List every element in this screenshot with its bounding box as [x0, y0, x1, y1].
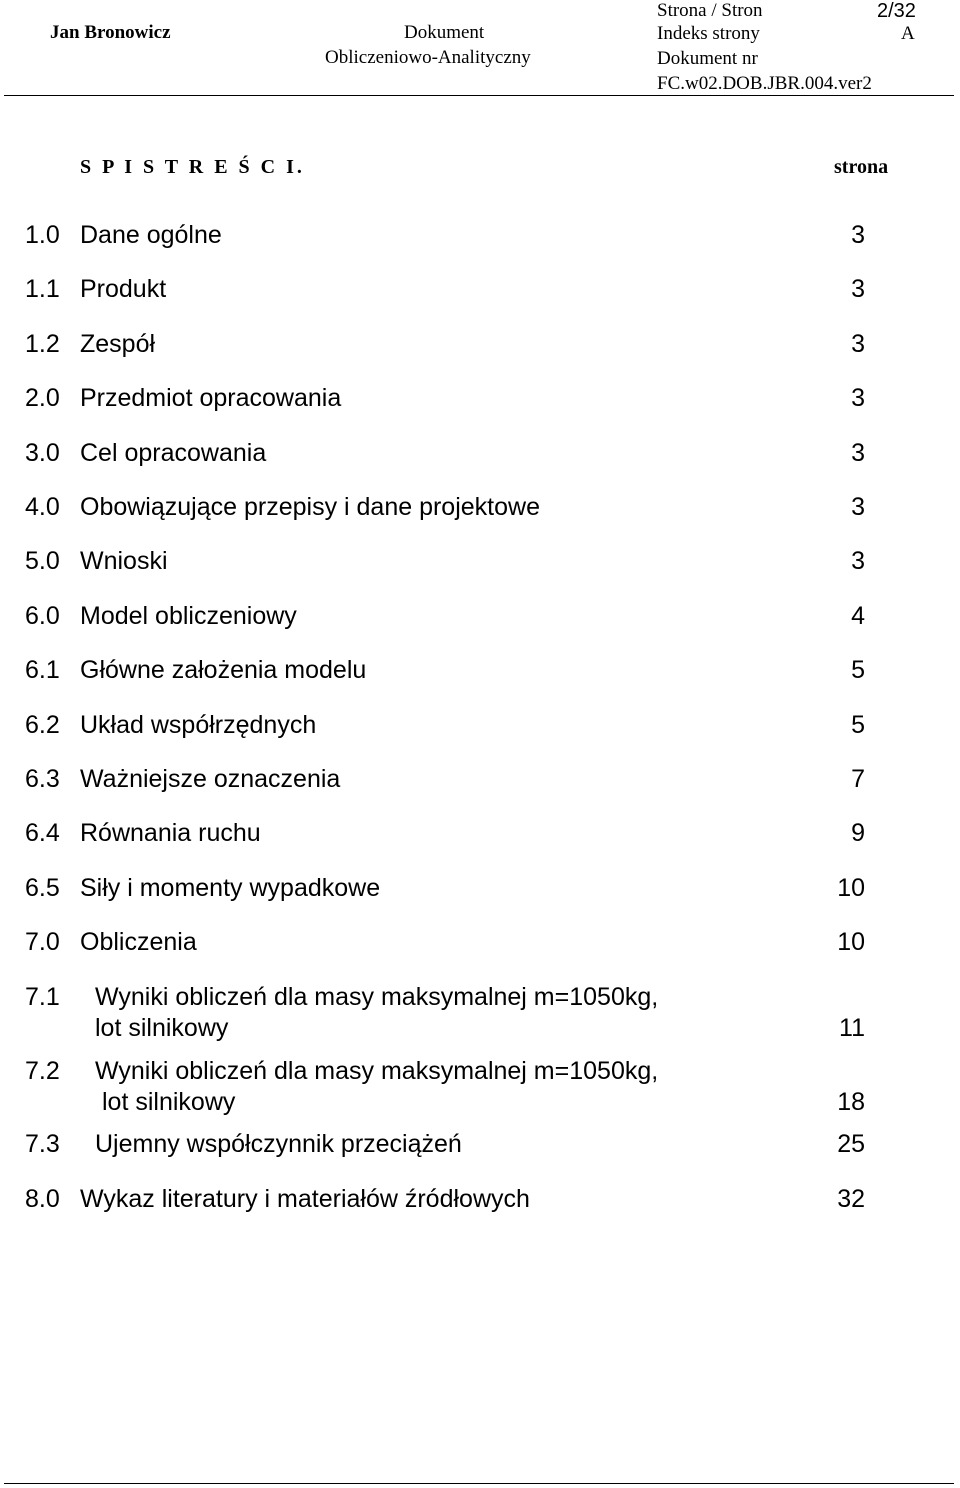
toc-entry-page: 3	[851, 275, 865, 303]
toc-entry-title: Dane ogólne	[80, 221, 222, 249]
toc-entry-8-0[interactable]	[0, 1184, 960, 1224]
toc-entry-number: 6.3	[25, 765, 60, 793]
toc-entry-title: Ujemny współczynnik przeciążeń	[95, 1130, 462, 1158]
toc-entry-number: 5.0	[25, 547, 60, 575]
toc-entry-title: Obowiązujące przepisy i dane projektowe	[80, 493, 540, 521]
toc-entry-6-4[interactable]	[0, 818, 960, 858]
toc-entry-number: 3.0	[25, 439, 60, 467]
toc-entry-page: 3	[851, 330, 865, 358]
doc-type: Obliczeniowo-Analityczny	[325, 47, 531, 68]
toc-entry-page: 7	[851, 765, 865, 793]
toc-entry-title: Układ współrzędnych	[80, 711, 317, 739]
toc-entry-3-0[interactable]	[0, 438, 960, 478]
toc-entry-5-0[interactable]	[0, 546, 960, 586]
toc-entry-title-continuation: lot silnikowy	[102, 1088, 236, 1116]
toc-entry-4-0[interactable]	[0, 492, 960, 532]
toc-title: S P I S T R E Ś C I.	[80, 156, 305, 178]
toc-entry-1-1[interactable]	[0, 274, 960, 314]
toc-entry-6-0[interactable]	[0, 601, 960, 641]
toc-entry-number: 8.0	[25, 1185, 60, 1213]
toc-entry-page: 25	[837, 1130, 865, 1158]
toc-entry-number: 6.0	[25, 602, 60, 630]
toc-entry-title: Wykaz literatury i materiałów źródłowych	[80, 1185, 530, 1213]
toc-entry-title: Równania ruchu	[80, 819, 261, 847]
toc-entry-number: 1.2	[25, 330, 60, 358]
toc-entry-page: 4	[851, 602, 865, 630]
toc-entry-page: 5	[851, 656, 865, 684]
toc-entry-number: 2.0	[25, 384, 60, 412]
toc-entry-number: 7.2	[25, 1057, 60, 1085]
toc-entry-title: Zespół	[80, 330, 156, 358]
footer-rule	[4, 1483, 954, 1484]
toc-entry-page: 3	[851, 221, 865, 249]
toc-entry-page: 9	[851, 819, 865, 847]
toc-entry-title-continuation: lot silnikowy	[95, 1014, 229, 1042]
toc-entry-page: 3	[851, 547, 865, 575]
doc-label: Dokument	[404, 22, 485, 43]
toc-entry-page: 11	[839, 1014, 865, 1042]
toc-entry-title: Produkt	[80, 275, 167, 303]
header-rule	[4, 95, 954, 96]
toc-entry-number: 6.4	[25, 819, 60, 847]
toc-entry-7-2[interactable]	[0, 1056, 960, 1126]
toc-entry-title: Cel opracowania	[80, 439, 267, 467]
toc-entry-page: 18	[837, 1088, 865, 1116]
doc-number-value: FC.w02.DOB.JBR.004.ver2	[657, 73, 872, 94]
toc-entry-title: Główne założenia modelu	[80, 656, 367, 684]
toc-entry-title: Obliczenia	[80, 928, 197, 956]
page-index-value: A	[901, 23, 915, 44]
toc-entry-2-0[interactable]	[0, 383, 960, 423]
toc-entry-number: 7.3	[25, 1130, 60, 1158]
page-count-label: Strona / Stron	[657, 0, 763, 21]
toc-entry-page: 3	[851, 384, 865, 412]
toc-entry-1-0[interactable]	[0, 220, 960, 260]
toc-entry-page: 10	[837, 928, 865, 956]
toc-entry-number: 6.5	[25, 874, 60, 902]
toc-entry-6-5[interactable]	[0, 873, 960, 913]
toc-entry-title: Przedmiot opracowania	[80, 384, 342, 412]
toc-entry-6-2[interactable]	[0, 710, 960, 750]
toc-entry-title: Wyniki obliczeń dla masy maksymalnej m=1050kg,	[95, 1057, 659, 1085]
toc-entry-page: 32	[837, 1185, 865, 1213]
toc-entry-number: 6.2	[25, 711, 60, 739]
toc-entry-number: 7.1	[25, 983, 60, 1011]
toc-entry-page: 10	[837, 874, 865, 902]
toc-entry-title: Siły i momenty wypadkowe	[80, 874, 381, 902]
toc-entry-title: Wyniki obliczeń dla masy maksymalnej m=1050kg,	[95, 983, 659, 1011]
toc-entry-6-1[interactable]	[0, 655, 960, 695]
page-count-value: 2/32	[877, 0, 916, 22]
doc-number-label: Dokument nr	[657, 48, 758, 69]
toc-entry-number: 4.0	[25, 493, 60, 521]
toc-entry-title: Wnioski	[80, 547, 168, 575]
toc-entry-page: 3	[851, 493, 865, 521]
toc-entry-1-2[interactable]	[0, 329, 960, 369]
toc-entry-title: Ważniejsze oznaczenia	[80, 765, 341, 793]
toc-entry-number: 6.1	[25, 656, 60, 684]
toc-entry-number: 7.0	[25, 928, 60, 956]
page-index-label: Indeks strony	[657, 23, 760, 44]
toc-entry-6-3[interactable]	[0, 764, 960, 804]
toc-entry-title: Model obliczeniowy	[80, 602, 297, 630]
toc-entry-number: 1.1	[25, 275, 60, 303]
toc-entry-number: 1.0	[25, 221, 60, 249]
toc-entry-page: 5	[851, 711, 865, 739]
toc-entry-7-3[interactable]	[0, 1129, 960, 1169]
toc-page-column-label: strona	[834, 156, 889, 178]
author-name: Jan Bronowicz	[50, 22, 171, 43]
toc-entry-7-1[interactable]	[0, 982, 960, 1052]
toc-entry-7-0[interactable]	[0, 927, 960, 967]
toc-entry-page: 3	[851, 439, 865, 467]
